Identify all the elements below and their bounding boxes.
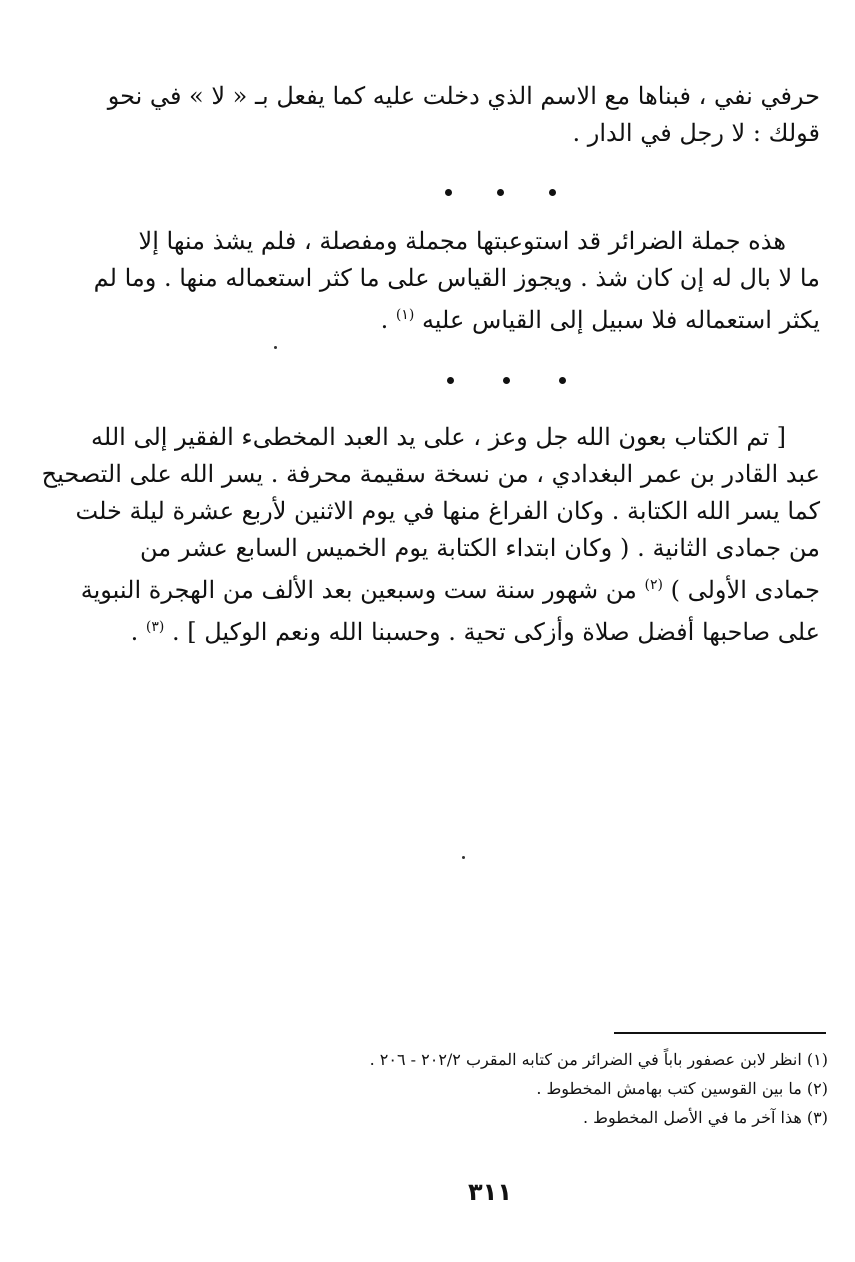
- paragraph-1: [107, 78, 820, 152]
- text-line: [130, 609, 820, 651]
- separator-star: [445, 189, 452, 196]
- separator-star: [549, 189, 556, 196]
- text-run: يكثر استعماله فلا سبيل إلى القياس عليه: [421, 306, 820, 334]
- footnote-1: (١) انظر لابن عصفور باباً في الضرائر من كتابه المقرب ٢٠٢/٢ - ٢٠٦ .: [369, 1050, 828, 1069]
- text-line: كما يسر الله الكتابة . وكان الفراغ منها في يوم الاثنين لأربع عشرة ليلة خلت: [75, 497, 820, 525]
- separator-star: [503, 377, 510, 384]
- text-run: على صاحبها أفضل صلاة وأزكى تحية . وحسبنا الله ونعم الوكيل ] .: [171, 618, 820, 646]
- text-line: [140, 297, 820, 339]
- text-line: ما لا بال له إن كان شذ . ويجوز القياس على ما كثر استعماله منها . وما لم: [93, 264, 820, 292]
- footnote-3: (٣) هذا آخر ما في الأصل المخطوط .: [582, 1108, 828, 1127]
- text-line: عبد القادر بن عمر البغدادي ، من نسخة سقيمة محرفة . يسر الله على التصحيح: [41, 460, 820, 488]
- footnote-rule: [614, 1032, 826, 1034]
- text-line: هذه جملة الضرائر قد استوعبتها مجملة ومفصلة ، فلم يشذ منها إلا: [138, 227, 786, 255]
- text-run: .: [380, 306, 396, 334]
- footnote-ref-3: (٣): [145, 619, 165, 635]
- text-line: حرفي نفي ، فبناها مع الاسم الذي دخلت عليه كما يفعل بـ « لا » في نحو: [107, 82, 820, 110]
- footnote-2: (٢) ما بين القوسين كتب بهامش المخطوط .: [536, 1079, 828, 1098]
- text-line: من جمادى الثانية . ( وكان ابتداء الكتابة يوم الخميس السابع عشر من: [140, 534, 820, 562]
- colophon-paragraph: [41, 419, 820, 651]
- text-run: من شهور سنة ست وسبعين بعد الألف من الهجرة النبوية: [80, 576, 645, 604]
- footnote-ref-1: (١): [395, 307, 415, 323]
- paragraph-2: [93, 223, 820, 339]
- print-speck: [462, 856, 465, 859]
- text-line: [80, 567, 820, 609]
- text-run: جمادى الأولى ): [670, 576, 820, 604]
- section-separator: [440, 377, 570, 387]
- text-line: [ تم الكتاب بعون الله جل وعز ، على يد العبد المخطىء الفقير إلى الله: [91, 423, 786, 451]
- footnote-ref-2: (٢): [644, 577, 663, 593]
- section-separator: [440, 189, 570, 199]
- page-number: ٣١١: [468, 1178, 512, 1206]
- text-line: قولك : لا رجل في الدار .: [572, 119, 820, 147]
- print-speck: [274, 346, 277, 349]
- separator-star: [447, 377, 454, 384]
- separator-star: [559, 377, 566, 384]
- separator-star: [497, 189, 504, 196]
- text-run: .: [130, 618, 146, 646]
- footnotes: [280, 1045, 828, 1132]
